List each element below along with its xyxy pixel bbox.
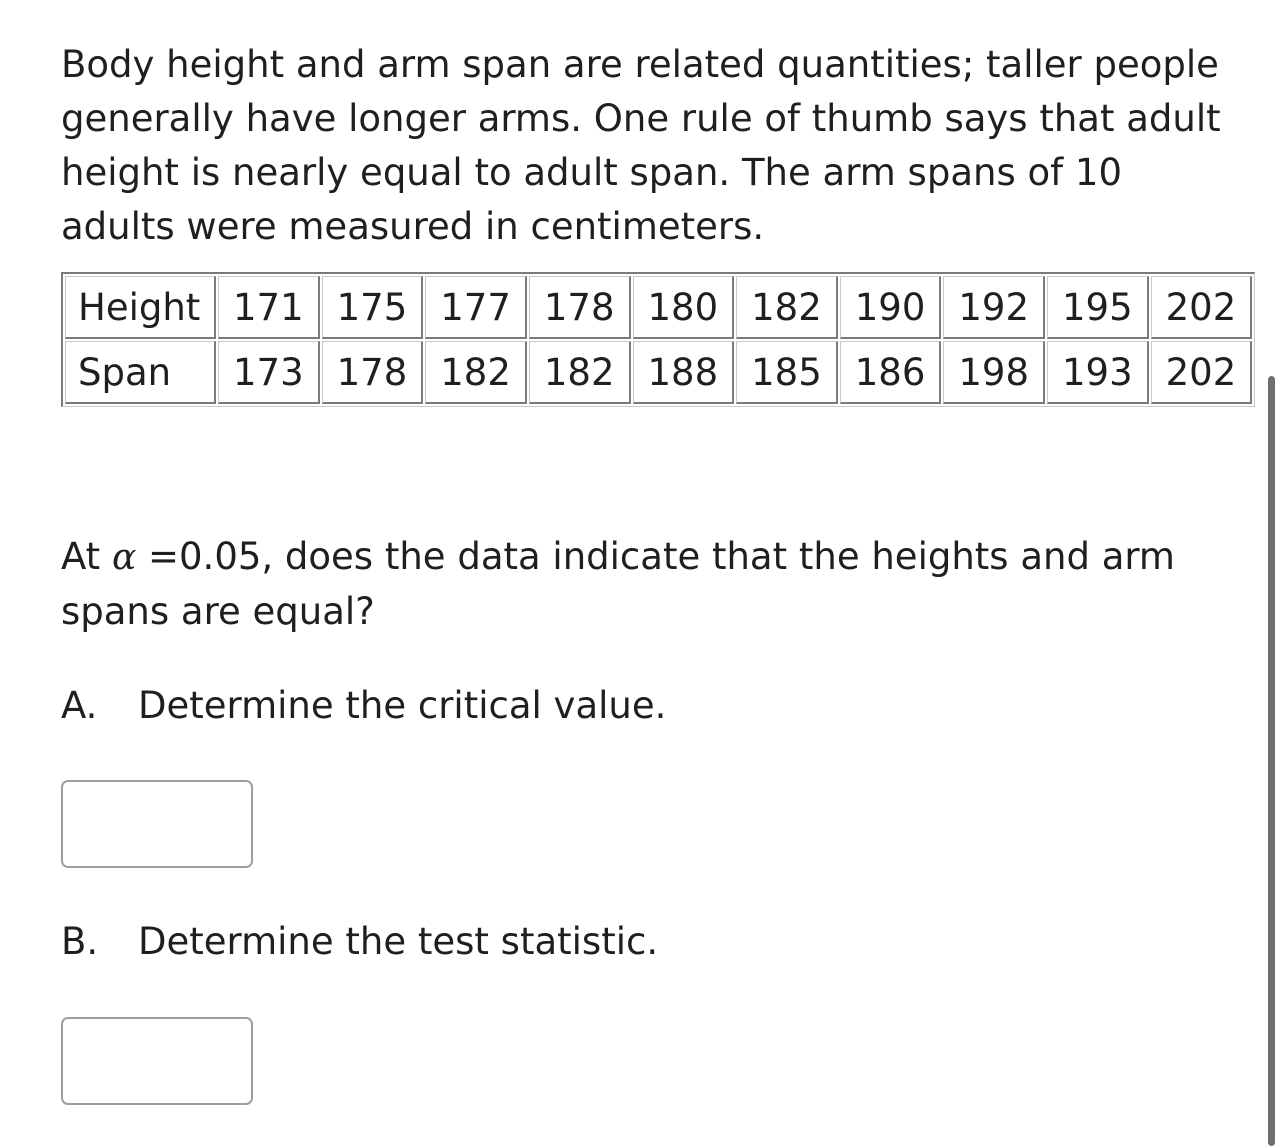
height-value-7: 190 (840, 276, 942, 339)
span-value-8: 198 (943, 341, 1045, 404)
height-value-5: 180 (633, 276, 735, 339)
height-value-9: 195 (1047, 276, 1149, 339)
question-text (61, 530, 1221, 639)
row-label-span: Span (65, 341, 216, 404)
height-value-4: 178 (529, 276, 631, 339)
part-a-text: Determine the critical value. (138, 684, 667, 727)
span-value-5: 188 (633, 341, 735, 404)
span-value-2: 178 (322, 341, 424, 404)
part-b-text: Determine the test statistic. (138, 920, 659, 963)
height-value-3: 177 (425, 276, 527, 339)
span-value-3: 182 (425, 341, 527, 404)
critical-value-input[interactable] (61, 780, 253, 868)
height-value-6: 182 (736, 276, 838, 339)
span-value-9: 193 (1047, 341, 1149, 404)
table-row-span (65, 341, 1252, 404)
table-row-height (65, 276, 1252, 339)
row-label-height: Height (65, 276, 216, 339)
span-value-4: 182 (529, 341, 631, 404)
span-value-6: 185 (736, 341, 838, 404)
part-a-letter: A. (61, 684, 98, 727)
problem-intro: Body height and arm span are related quantities; taller people generally have longer arms. One rule of thumb says that adult height is nearly equal to adult span. The arm spans of 10 adults were measured in centimeters. (61, 43, 1221, 248)
height-value-8: 192 (943, 276, 1045, 339)
height-value-10: 202 (1151, 276, 1253, 339)
scrollbar-thumb[interactable] (1268, 376, 1275, 1146)
part-a-prompt (61, 682, 666, 730)
question-body: =0.05, does the data indicate that the heights and arm spans are equal? (61, 535, 1175, 633)
span-value-1: 173 (218, 341, 320, 404)
alpha-symbol: α (111, 537, 137, 578)
part-b-letter: B. (61, 920, 99, 963)
question-prefix: At (61, 535, 112, 578)
test-statistic-input[interactable] (61, 1017, 253, 1105)
height-value-2: 175 (322, 276, 424, 339)
span-value-7: 186 (840, 341, 942, 404)
span-value-10: 202 (1151, 341, 1253, 404)
height-value-1: 171 (218, 276, 320, 339)
height-span-table (61, 272, 1255, 407)
part-b-prompt (61, 918, 658, 966)
